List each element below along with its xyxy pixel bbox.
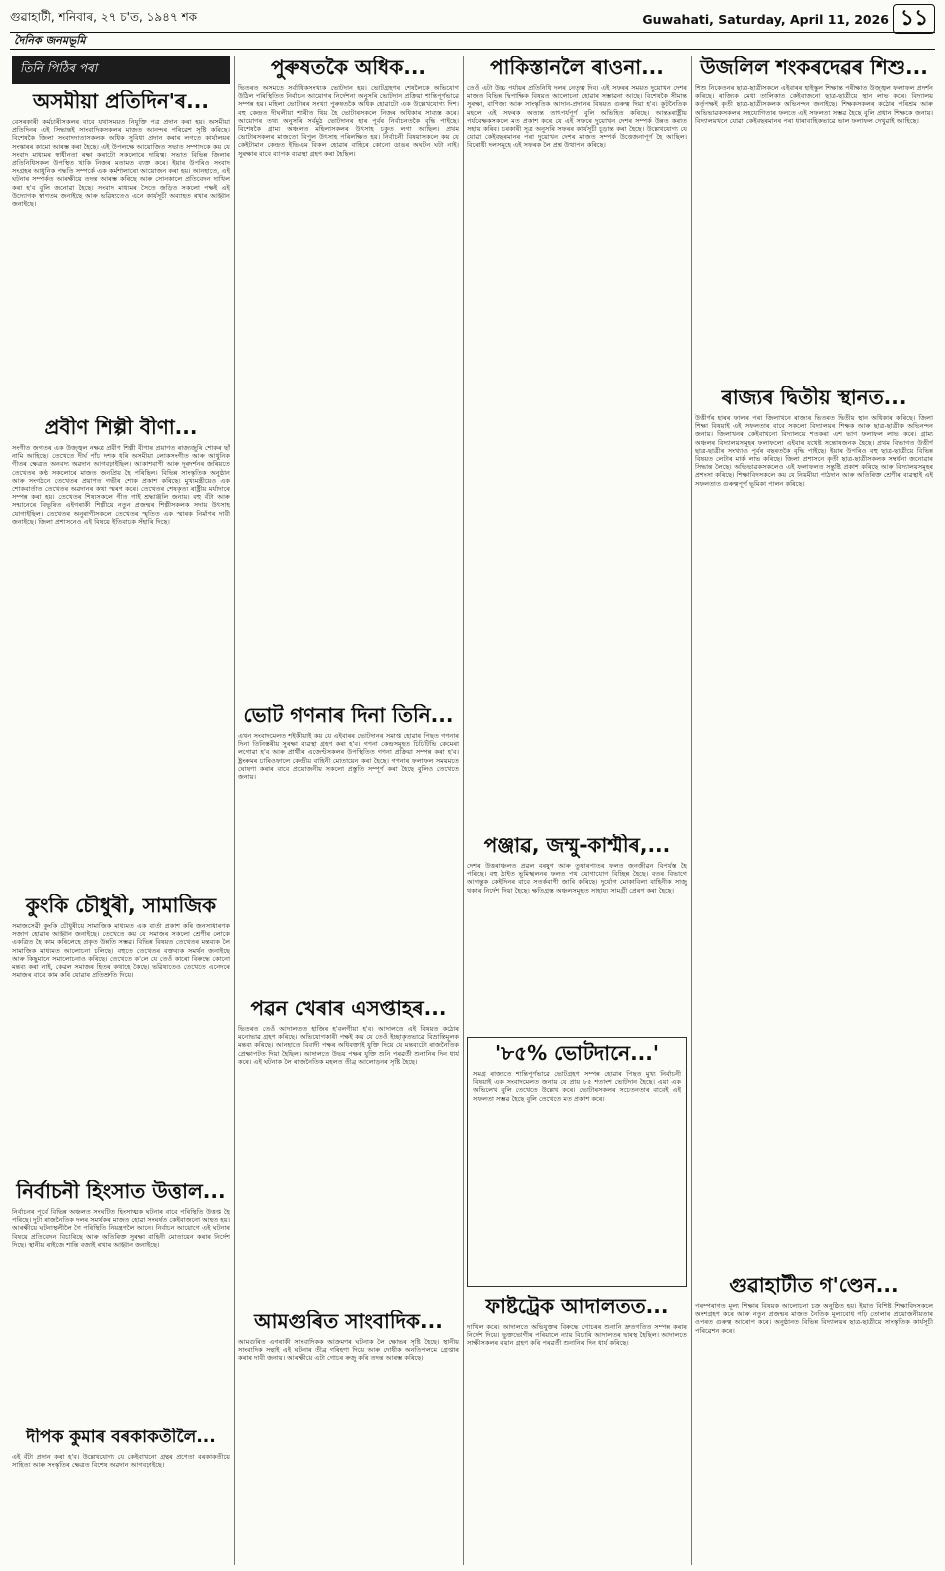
headline[interactable]: ভোট গণনাৰ দিনা তিনি... (243, 704, 454, 727)
headline[interactable]: দীপক কুমাৰ বৰকাকতীলৈ... (26, 1428, 216, 1447)
story-body: আমগুৰিত এগৰাকী সাংবাদিকক আক্ৰমণৰ ঘটনাক লৈ ক্ষোভৰ সৃষ্টি হৈছে। স্থানীয় সাংবাদিক সন্থাই এই ঘটনাৰ তীব্ৰ গৰিহণা দিয়ে আৰু দোষীক অনতিপলমে গ্ৰেপ্তাৰ কৰাৰ দাবী জনায়। আৰক্ষীয়ে এটা গোচৰ ৰুজু কৰি তদন্ত আৰম্ভ কৰিছে। (238, 1338, 459, 1363)
headline[interactable]: অসমীয়া প্ৰতিদিন'ৰ... (33, 90, 209, 113)
story-body: নিৰ্বাচনৰ পূৰ্বে বিভিন্ন অঞ্চলত সংঘটিত হিংসাত্মক ঘটনাৰ বাবে পৰিস্থিতি উত্তপ্ত হৈ পৰিছে। দুটা ৰাজনৈতিক দলৰ সমৰ্থকৰ মাজত হোৱা সংঘৰ্ষত কেইবাজনো আহত হয়। আৰক্ষীয়ে ঘটনাস্থলীলৈ গৈ পৰিস্থিতি নিয়ন্ত্ৰণলৈ আনে। নিৰ্বাচন আয়োগে এই ঘটনাৰ বিষয়ে প্ৰতিবেদন বিচাৰিছে আৰু অতিৰিক্ত সুৰক্ষা বাহিনী মোতায়েন কৰাৰ নিৰ্দেশ দিছে। স্থানীয় ৰাইজে শান্তি বজাই ৰখাৰ আহ্বান জনাইছে। (12, 1208, 230, 1249)
story (12, 894, 230, 1172)
story (12, 1428, 230, 1498)
headline[interactable]: নিৰ্বাচনী হিংসাত উত্তাল... (16, 1180, 226, 1203)
story-body: শিশু নিকেতনৰ ছাত্ৰ-ছাত্ৰীসকলে এইবাৰৰ হাইস্কুল শিক্ষান্ত পৰীক্ষাত উজ্জ্বল ফলাফল প্ৰদৰ্শন কৰিছে। ৰাজ্যিক মেধা তালিকাত কেইবাজনো ছাত্ৰ-ছাত্ৰীয়ে স্থান লাভ কৰে। বিদ্যালয় কৰ্তৃপক্ষই কৃতী ছাত্ৰ-ছাত্ৰীসকলক অভিনন্দন জনাইছে। শিক্ষকসকলৰ কঠোৰ পৰিশ্ৰম আৰু অভিভাৱকসকলৰ সহযোগিতাৰ ফলতে এই সফলতা সম্ভৱ হৈছে বুলি প্ৰধান শিক্ষকে জনায়। বিদ্যালয়খনে যোৱা কেইবছৰমানৰ পৰা ধাৰাবাহিকভাৱে ভাল ফলাফল দেখুৱাই আহিছে। (695, 84, 933, 125)
story-body: এখন সংবাদমেলত শইকীয়াই কয় যে এইবাৰৰ ভোটদানৰ সমাপ্ত হোৱাৰ পিছত গণনাৰ দিনা তিনিস্তৰীয় সুৰক্ষা ব্যৱস্থা গ্ৰহণ কৰা হ'ব। গণনা কেন্দ্ৰসমূহত চিচিটিভি কেমেৰা লগোৱা হ'ব আৰু প্ৰাৰ্থীৰ এজেণ্টসকলৰ উপস্থিতিত গণনা প্ৰক্ৰিয়া সম্পন্ন কৰা হ'ব। ষ্ট্ৰংৰুমৰ চাৰিওফালে কেন্দ্ৰীয় বাহিনী মোতায়েন কৰা হৈছে। গণনাৰ ফলাফল সময়মতে ঘোষণা কৰাৰ বাবে প্ৰয়োজনীয় সকলো প্ৰস্তুতি সম্পূৰ্ণ কৰা হৈছে বুলিও তেখেতে জনায়। (238, 732, 459, 782)
date-english: Guwahati, Saturday, April 11, 2026 (642, 11, 889, 27)
headline[interactable]: পাকিস্তানলৈ ৰাওনা... (490, 56, 664, 79)
story (238, 997, 459, 1302)
headline[interactable]: আমগুৰিত সাংবাদিক... (254, 1310, 443, 1333)
story-body: ভিতৰত তেওঁ আদালতত হাজিৰ হ'বলগীয়া হ'ব। আদালতে এই বিষয়ত কঠোৰ মনোভাৱ গ্ৰহণ কৰিছে। অভিযোগকাৰী পক্ষই কয় যে তেওঁ ইচ্ছাকৃতভাৱে বিভ্ৰান্তিমূলক মন্তব্য কৰিছে। আনহাতে বিবাদী পক্ষৰ অধিবক্তাই যুক্তি দিয়ে যে মন্তব্যটো ৰাজনৈতিক প্ৰেক্ষাপটত দিয়া হৈছিল। আদালতে উভয় পক্ষৰ যুক্তি শুনি পৰৱৰ্তী শুনানিৰ দিন ধাৰ্য কৰে। এই ঘটনাক লৈ ৰাজনৈতিক মহলত তীব্ৰ আলোড়নৰ সৃষ্টি হৈছে। (238, 1025, 459, 1066)
headline[interactable]: '৮৫% ভোটদানে...' (495, 1041, 659, 1065)
story-body: পৰম্পৰাগত মূল্য শিক্ষাৰ বিষয়ক আলোচনা চক্ৰ অনুষ্ঠিত হয়। ইয়াত বিশিষ্ট শিক্ষাবিদসকলে অংশগ্ৰহণ কৰে আৰু নতুন প্ৰজন্মৰ মাজত নৈতিক মূল্যবোধ গঢ়ি তোলাৰ প্ৰয়োজনীয়তাৰ ওপৰত গুৰুত্ব আৰোপ কৰে। অনুষ্ঠানত বিভিন্ন বিদ্যালয়ৰ ছাত্ৰ-ছাত্ৰীয়ে সাংস্কৃতিক কাৰ্যসূচী পৰিৱেশন কৰে। (695, 1302, 933, 1335)
column-4 (695, 56, 933, 1565)
column-rule (691, 56, 692, 1565)
story-body: সমাজসেৱী কুংকি চৌধুৰীয়ে সামাজিক মাধ্যমত এক বাৰ্তা প্ৰকাশ কৰি জনসাধাৰণক সজাগ হোৱাৰ আহ্বান জনাইছে। তেখেতে কয় যে সমাজৰ সকলো শ্ৰেণীৰ লোকে একত্ৰিত হৈ কাম কৰিলেহে প্ৰকৃত উন্নতি সম্ভৱ। বিভিন্ন বিষয়ত তেখেতৰ মন্তব্যক লৈ সামাজিক মাধ্যমত আলোচনা চলিছে। বহুতে তেখেতৰ বক্তব্যক সমৰ্থন জনাইছে আৰু কিছুমানে সমালোচনাও কৰিছে। তেখেতে ক'লে যে তেওঁ কাৰো বিৰুদ্ধে কোনো মন্তব্য কৰা নাই, কেৱল সমাজৰ হিতৰ কথাহে কৈছে। ভৱিষ্যতেও তেখেতে এনেদৰে সমাজৰ বাবে কাম কৰি যোৱাৰ প্ৰতিশ্ৰুতি দিয়ে। (12, 922, 230, 980)
headline[interactable]: পৱন খেৰাৰ এসপ্তাহৰ... (250, 997, 447, 1020)
section-tag: তিনি পিঠিৰ পৰা (12, 56, 230, 84)
story (695, 56, 933, 378)
column-1 (12, 56, 230, 1565)
masthead (10, 6, 935, 32)
story (467, 834, 687, 1029)
column-rule (463, 56, 464, 1565)
story (467, 1295, 687, 1535)
paper-name: দৈনিক জনমভূমি (10, 32, 935, 50)
headline[interactable]: পঞ্জাৱ, জম্মু-কাশ্মীৰ,... (483, 834, 671, 857)
story (467, 56, 687, 826)
story (12, 1180, 230, 1420)
story (238, 56, 459, 696)
story (695, 1274, 933, 1564)
story-body: দেশৰ উত্তৰাঞ্চলত প্ৰৱল বৰষুণ আৰু তুষাৰপাতৰ ফলত জনজীৱন বিপৰ্যস্ত হৈ পৰিছে। বহু ঠাইত ভূমিস্খলনৰ ফলত পথ যোগাযোগ বিচ্ছিন্ন হৈছে। বতৰ বিভাগে আগন্তুক কেইদিনৰ বাবে সতৰ্কবাণী জাৰি কৰিছে। দুৰ্যোগ মোকাবিলা বাহিনীক সাজু থকাৰ নিৰ্দেশ দিয়া হৈছে। ক্ষতিগ্ৰস্ত অঞ্চলসমূহত সাহায্য সামগ্ৰী প্ৰেৰণ কৰা হৈছে। (467, 862, 687, 895)
column-3 (467, 56, 687, 1565)
story-body: দাখিল কৰে। আদালতে অভিযুক্তৰ বিৰুদ্ধে গোচৰৰ শুনানি দ্ৰুতগতিত সম্পন্ন কৰাৰ নিৰ্দেশ দিয়ে। ভুক্তভোগীৰ পৰিয়ালে ন্যায় বিচাৰি আদালতৰ দ্বাৰস্থ হৈছিল। আদালতে সাক্ষীসকলৰ বয়ান গ্ৰহণ কৰি পৰৱৰ্তী শুনানিৰ দিন ধাৰ্য কৰিছে। (467, 1323, 687, 1348)
story (238, 704, 459, 989)
column-2 (238, 56, 459, 1565)
headline[interactable]: ৰাজ্যৰ দ্বিতীয় স্থানত... (721, 386, 907, 409)
column-rule (234, 56, 235, 1565)
headline[interactable]: কুংকি চৌধুৰী, সামাজিক (25, 894, 217, 917)
page-number: ১১ (893, 4, 935, 34)
story (12, 416, 230, 886)
story (12, 90, 230, 408)
story-body: উত্তীৰ্ণৰ হাৰৰ ফালৰ পৰা জিলাখনে ৰাজ্যৰ ভিতৰত দ্বিতীয় স্থান অধিকাৰ কৰিছে। জিলা শিক্ষা বিষয়াই এই সফলতাৰ বাবে সকলো বিদ্যালয়ৰ শিক্ষক আৰু ছাত্ৰ-ছাত্ৰীক অভিনন্দন জনায়। জিলাখনৰ কেইবাখনো বিদ্যালয়ে শতকৰা এশ ভাগ ফলাফল লাভ কৰে। গ্ৰাম্য অঞ্চলৰ বিদ্যালয়সমূহৰ ফলাফলো এইবাৰ যথেষ্ট সন্তোষজনক হৈছে। প্ৰথম বিভাগত উত্তীৰ্ণ ছাত্ৰ-ছাত্ৰীৰ সংখ্যাও পূৰ্বৰ বছৰতকৈ বৃদ্ধি পাইছে। ইয়াৰ উপৰিও বহু ছাত্ৰ-ছাত্ৰীয়ে বিভিন্ন বিষয়ত লেটাৰ মাৰ্ক লাভ কৰিছে। জিলা প্ৰশাসনে কৃতী ছাত্ৰ-ছাত্ৰীসকলক সম্বৰ্ধনা জনোৱাৰ সিদ্ধান্ত লৈছে। অভিভাৱকসকলেও এই ফলাফলত সন্তুষ্টি প্ৰকাশ কৰিছে আৰু বিদ্যালয়সমূহৰ প্ৰশংসা কৰিছে। শিক্ষাবিদসকলে কয় যে নিয়মীয়া পাঠদান আৰু অতিৰিক্ত শ্ৰেণীৰ ব্যৱস্থাই এই সফলতাত গুৰুত্বপূৰ্ণ ভূমিকা পালন কৰিছে। (695, 414, 933, 488)
story-body: তেওঁ এটা উচ্চ পৰ্যায়ৰ প্ৰতিনিধি দলৰ নেতৃত্ব দিব। এই সফৰৰ সময়ত দুয়োখন দেশৰ মাজত বিভিন্ন দ্বিপাক্ষিক বিষয়ত আলোচনা হোৱাৰ সম্ভাৱনা আছে। বিশেষকৈ সীমান্ত সুৰক্ষা, বাণিজ্য আৰু সাংস্কৃতিক আদান-প্ৰদানৰ বিষয়ত গুৰুত্ব দিয়া হ'ব। কূটনৈতিক মহলে এই সফৰক অত্যন্ত তাৎপৰ্যপূৰ্ণ বুলি অভিহিত কৰিছে। আন্তঃৰাষ্ট্ৰীয় পৰ্যবেক্ষকসকলে মত প্ৰকাশ কৰে যে এই সফৰে দুয়োখন দেশৰ সম্পৰ্ক উন্নত কৰাত সহায় কৰিব। চৰকাৰী সূত্ৰ অনুসৰি সফৰৰ কাৰ্যসূচী চূড়ান্ত কৰা হৈছে। উল্লেখযোগ্য যে যোৱা কেইবছৰমানৰ পৰা দুয়োখন দেশৰ মাজত সম্পৰ্ক উত্তেজনাপূৰ্ণ হৈ আছিল। বিৰোধী দলসমূহে এই সফৰক লৈ প্ৰশ্ন উত্থাপন কৰিছে। (467, 84, 687, 150)
story-boxed (467, 1037, 687, 1287)
date-bengali: গুৱাহাটী, শনিবাৰ, ২৭ চ'ত, ১৯৪৭ শক (10, 10, 198, 24)
story-body: ভিতৰত অসমতে সৰ্বাধিকসংখ্যক ভোটদান হয়। ভোটগ্ৰহণৰ শেষলৈকে অভিযোগ উঠিল পৰিস্থিতিত নিৰ্বাচন আয়োগৰ নিৰ্দেশনা অনুসৰি ভোটদান প্ৰক্ৰিয়া শান্তিপূৰ্ণভাৱে সম্পন্ন হয়। মহিলা ভোটাৰৰ সংখ্যা পুৰুষতকৈ অধিক হোৱাটো এক উল্লেখযোগ্য দিশ। বহু কেন্দ্ৰত দীঘলীয়া শাৰীত থিয় হৈ ভোটাৰসকলে নিজৰ অধিকাৰ সাব্যস্ত কৰে। আয়োগৰ তথ্য অনুসৰি সৰ্বমুঠ ভোটদানৰ হাৰ পূৰ্বৰ নিৰ্বাচনতকৈ বৃদ্ধি পাইছে। বিশেষকৈ গ্ৰাম্য অঞ্চলত মহিলাসকলৰ উৎসাহ চকুত লগা আছিল। প্ৰথম ভোটাৰসকলৰ মাজতো বিপুল উৎসাহ পৰিলক্ষিত হয়। নিৰ্বাচনী বিষয়াসকলে কয় যে কেইটামান কেন্দ্ৰত ইভিএম বিকল হোৱাৰ বাহিৰে কোনো ডাঙৰ অঘটন ঘটা নাই। সুৰক্ষাৰ বাবে ব্যাপক ব্যৱস্থা গ্ৰহণ কৰা হৈছিল। (238, 84, 459, 158)
headline[interactable]: পুৰুষতকৈ অধিক... (270, 56, 427, 79)
story-body: সংগীত জগতৰ এক উজ্জ্বল নক্ষত্ৰ প্ৰবীণ শিল্পী বীণাৰ প্ৰয়াণত ৰাজ্যজুৰি শোকৰ ছাঁ নামি আহিছে। তেখেতে দীৰ্ঘ পাঁচ দশক ধৰি অসমীয়া লোকসংগীত আৰু আধুনিক গীতৰ ক্ষেত্ৰত অনবদ্য অৱদান আগবঢ়াইছিল। আকাশবাণী আৰু দূৰদৰ্শনৰ জৰিয়তে তেখেতৰ কণ্ঠ সকলোৰে মাজত জনপ্ৰিয় হৈ পৰিছিল। বিভিন্ন সাংস্কৃতিক অনুষ্ঠান আৰু সংগঠনে তেখেতৰ প্ৰয়াণত গভীৰ শোক প্ৰকাশ কৰিছে। মুখ্যমন্ত্ৰীয়েও এক শোকবাৰ্তাত তেখেতৰ অৱদানৰ কথা স্মৰণ কৰে। তেখেতৰ শেষকৃত্য ৰাষ্ট্ৰীয় মৰ্যাদাৰে সম্পন্ন কৰা হয়। তেখেতৰ শিষ্যসকলে গীত গাই শ্ৰদ্ধাঞ্জলি জনায়। বহু বঁটা আৰু সন্মানেৰে বিভূষিত এইগৰাকী শিল্পীয়ে নতুন প্ৰজন্মৰ শিল্পীসকলক সদায় উৎসাহ যোগাইছিল। তেখেতৰ অনুৰাগীসকলে তেখেতৰ স্মৃতিত এক স্মাৰক নিৰ্মাণৰ দাবী জনাইছে। জিলা প্ৰশাসনেও এই বিষয়ে ইতিবাচক সঁহাৰি দিছে। (12, 444, 230, 526)
story-body: এই বঁটা প্ৰদান কৰা হ'ব। উল্লেখযোগ্য যে কেইবাখনো গ্ৰন্থৰ প্ৰণেতা বৰকাকতীয়ে সাহিত্য আৰু সংস্কৃতিৰ ক্ষেত্ৰত বিশেষ অৱদান আগবঢ়াইছে। (12, 1452, 230, 1469)
headline[interactable]: উজলিল শংকৰদেৱৰ শিশু... (700, 56, 928, 79)
story-body: বেসৰকাৰী কৰ্মচাৰীসকলৰ বাবে যথাসময়ত নিযুক্তি পত্ৰ প্ৰদান কৰা হয়। অসমীয়া প্ৰতিদিনৰ এই সিদ্ধান্তই সাংবাদিকসকলৰ মাজত আনন্দৰ পৰিৱেশ সৃষ্টি কৰিছে। বিশেষকৈ জিলা সংবাদদাতাসকলক অধিক সুবিধা প্ৰদান কৰাৰ লগতে কাৰ্যালয়ৰ সংস্কাৰৰ কামো আৰম্ভ কৰা হৈছে। এই উপলক্ষে আয়োজিত সভাত সম্পাদকে কয় যে সংবাদ মাধ্যমৰ স্বাধীনতা ৰক্ষা কৰাটো সকলোৰে দায়িত্ব। সভাত বিভিন্ন জিলাৰ প্ৰতিনিধিসকল উপস্থিত থাকি নিজৰ মতামত ব্যক্ত কৰে। ইয়াৰ উপৰিও সংবাদ সংগ্ৰহৰ আধুনিক পদ্ধতি সম্পৰ্কে এক কৰ্মশালাৰো আয়োজন কৰা হয়। আনহাতে, এই ঘটনাৰ সম্পৰ্কত আৰক্ষীয়ে তদন্ত আৰম্ভ কৰিছে আৰু সোনকালে প্ৰতিবেদন দাখিল কৰা হ'ব বুলি জনোৱা হৈছে। সংবাদ মাধ্যমৰ সৈতে জড়িত সকলো পক্ষই এই উদ্যোগক স্বাগতম জনাইছে আৰু ভৱিষ্যতেও এনে কাৰ্যসূচী অব্যাহত ৰখাৰ আহ্বান জনাইছে। (12, 118, 230, 209)
headline[interactable]: গুৱাহাটীত গ'ণ্ডেন... (729, 1274, 899, 1297)
headline[interactable]: প্ৰবীণ শিল্পী বীণা... (44, 416, 198, 439)
story-body: সমগ্ৰ ৰাজ্যতে শান্তিপূৰ্ণভাৱে ভোটগ্ৰহণ সম্পন্ন হোৱাৰ পিছত মুখ্য নিৰ্বাচনী বিষয়াই এক সংবাদমেলত জনায় যে প্ৰায় ৮৫ শতাংশ ভোটদান হৈছে। এয়া এক অভিলেখ বুলি তেখেতে উল্লেখ কৰে। ভোটাৰসকলৰ সচেতনতাৰ বাবেই এই সফলতা সম্ভৱ হৈছে বুলি তেখেতে মত প্ৰকাশ কৰে। (473, 1070, 681, 1103)
headline[interactable]: ফাষ্টট্ৰেক আদালতত... (485, 1295, 669, 1318)
story (238, 1310, 459, 1550)
story (695, 386, 933, 1266)
